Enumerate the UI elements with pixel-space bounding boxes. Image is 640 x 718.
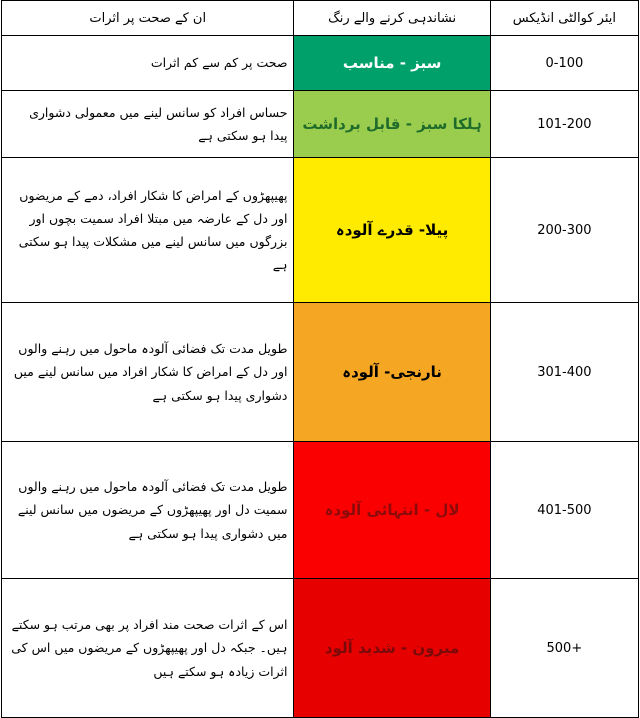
row-range: 500+	[490, 579, 638, 718]
row-range: 301-400	[490, 303, 638, 442]
table-row	[2, 442, 639, 579]
row-color-label: ہلکا سبز - قابل برداشت	[294, 91, 490, 158]
table-header-row	[2, 1, 639, 36]
row-effects: طویل مدت تک فضائی آلودہ ماحول میں رہنے والوں اور دل کے امراض کا شکار افراد میں سانس لینے میں دشواری پیدا ہو سکتی ہے	[2, 303, 294, 442]
row-effects: اس کے اثرات صحت مند افراد پر بھی مرتب ہو سکتے ہیں۔ جبکہ دل اور پھیپھڑوں کے مریضوں میں اس کی اثرات زیادہ ہو سکتے ہیں	[2, 579, 294, 718]
row-range: 200-300	[490, 158, 638, 303]
row-effects: صحت پر کم سے کم اثرات	[2, 36, 294, 91]
row-color-label: لال - انتہائی آلودہ	[294, 442, 490, 579]
row-range: 101-200	[490, 91, 638, 158]
table-row	[2, 36, 639, 91]
row-effects: حساس افراد کو سانس لینے میں معمولی دشواری پیدا ہو سکتی ہے	[2, 91, 294, 158]
table-row	[2, 158, 639, 303]
row-range: 401-500	[490, 442, 638, 579]
header-indicator-color: نشاندہی کرنے والے رنگ	[294, 1, 490, 36]
row-range: 0-100	[490, 36, 638, 91]
table-row	[2, 303, 639, 442]
header-air-quality-index: ایئر کوالٹی انڈیکس	[490, 1, 638, 36]
table-row	[2, 91, 639, 158]
aqi-table	[1, 0, 639, 718]
row-color-label: نارنجی- آلودہ	[294, 303, 490, 442]
row-color-label: سبز - مناسب	[294, 36, 490, 91]
row-color-label: پیلا- قدرے آلودہ	[294, 158, 490, 303]
table-row	[2, 579, 639, 718]
row-color-label: میرون - شدید آلود	[294, 579, 490, 718]
row-effects: طویل مدت تک فضائی آلودہ ماحول میں رہنے والوں سمیت دل اور پھیپھڑوں کے مریضوں میں سانس لینے میں دشواری پیدا ہو سکتی ہے	[2, 442, 294, 579]
row-effects: پھیپھڑوں کے امراض کا شکار افراد، دمے کے مریضوں اور دل کے عارضہ میں مبتلا افراد سمیت بچوں اور بزرگوں میں سانس لینے میں مشکلات پیدا ہو سکتی ہے	[2, 158, 294, 303]
header-health-effects: ان کے صحت پر اثرات	[2, 1, 294, 36]
